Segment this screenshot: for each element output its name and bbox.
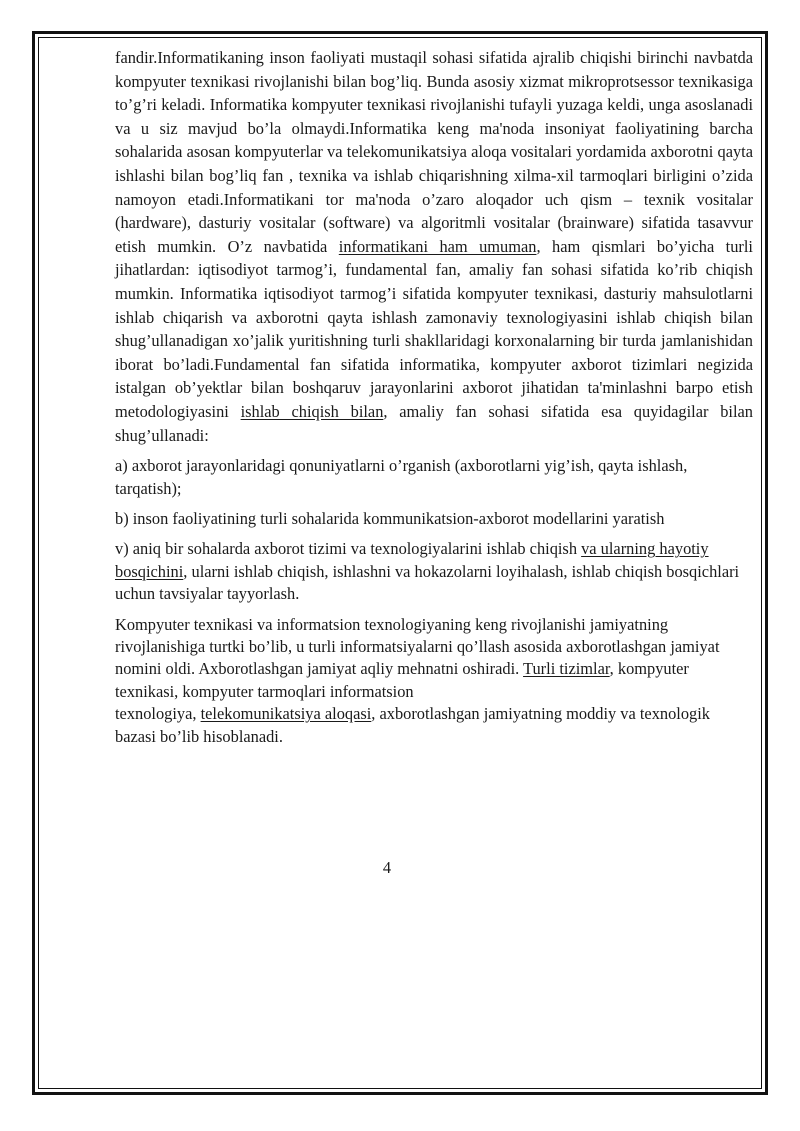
hyperlink-turli-tizimlar[interactable]: Turli tizimlar — [523, 659, 610, 679]
paragraph-text: , kompyuter texnikasi, kompyuter tarmoqlari informatsion — [115, 659, 689, 701]
list-item-b: b) inson faoliyatining turli sohalarida kommunikatsion-axborot modellarini yaratish — [115, 508, 665, 528]
hyperlink-hayotiy-bosqichini[interactable]: va ularning hayotiy bosqichini — [115, 539, 709, 581]
list-item-text: v) aniq bir sohalarda axborot tizimi va texnologiyalarini ishlab chiqish — [115, 539, 582, 559]
hyperlink-informatikani[interactable]: informatikani ham umuman — [338, 236, 537, 256]
list-item-a: a) axborot jarayonlaridagi qonuniyatlarni o’rganish (axborotlarni yig’ish, qayta ishlash, tarqatish); — [115, 456, 688, 498]
paragraph-informatics-definition — [115, 46, 753, 447]
paragraph-text: texnologiya, — [115, 704, 201, 724]
paragraph-text: fandir.Informatikaning inson faoliyati mustaqil sohasi sifatida ajralib chiqishi birinchi navbatda kompyuter texnikasi rivojlanishi bilan bog’liq. Bunda asosiy xizmat mikroprotsessor texnikasiga to’g’ri keladi. Informatika kompyuter texnikasi rivojlanishi tufayli yuzaga keldi, unga asoslanadi va u siz mavjud bo’la olmaydi.Informatika keng ma'noda insoniyat faoliyatining barcha sohalarida asosan kompyuterlar va telekomunikatsiya aloqa vositalari yordamida axborotni qayta ishlashi bilan bog’liq fan , texnika va ishlab chiqarishning xilma-xil tarmoqlari birligini o’zida namoyon etadi.Informatikani tor ma'noda o’zaro aloqador uch qism – texnik vositalar (hardware), dasturiy vositalar (software) va algoritmli vositalar (brainware) sifatida tasavvur etish mumkin. O’z navbatida — [115, 48, 753, 256]
paragraph-text: Kompyuter texnikasi va informatsion texnologiyaning keng rivojlanishi jamiyatning rivojlanishiga turtki bo’lib, u turli informatsiyalarni qo’llash asosida axborotlashgan jamiyat nomini oldi. Axborotlashgan jamiyat aqliy mehnatni oshiradi. — [115, 614, 720, 679]
list-item-text: , ularni ishlab chiqish, ishlashni va hokazolarni loyihalash, ishlab chiqish bosqichlari uchun tavsiyalar tayyorlash. — [115, 561, 740, 604]
list-item-v — [115, 538, 753, 605]
paragraph-text: , axborotlashgan jamiyatning moddiy va texnologik bazasi bo’lib hisoblanadi. — [115, 704, 710, 746]
paragraph-information-society — [115, 614, 753, 748]
document-body — [115, 46, 753, 748]
paragraph-text: , ham qismlari bo’yicha turli jihatlardan: iqtisodiyot tarmog’i, fundamental fan, amaliy fan sohasi sifatida ko’rib chiqish mumkin. Informatika iqtisodiyot tarmog’i sifatida kompyuter texnikasi, dasturiy mahsulotlarni ishlab chiqarish va axborotni qayta ishlash zamonaviy texnologiyasini ishlab chiqish bilan shug’ullanadigan xo’jalik yuritishning turli shakllaridagi korxonalarning bir turda jamlanishidan iborat bo’ladi.Fundamental fan sifatida informatika, kompyuter axborot tizimlari negizida istalgan ob’yektlar bilan boshqaruv jarayonlarini axborot jihatidan ta'minlashni barpo etish metodologiyasini — [115, 236, 753, 421]
paragraph-text: , amaliy fan sohasi sifatida esa quyidagilar bilan shug’ullanadi: — [115, 401, 753, 445]
hyperlink-telekomunikatsiya[interactable]: telekomunikatsiya aloqasi — [200, 704, 372, 724]
page-number: 4 — [382, 858, 392, 877]
hyperlink-ishlab-chiqish[interactable]: ishlab chiqish bilan — [240, 401, 384, 421]
